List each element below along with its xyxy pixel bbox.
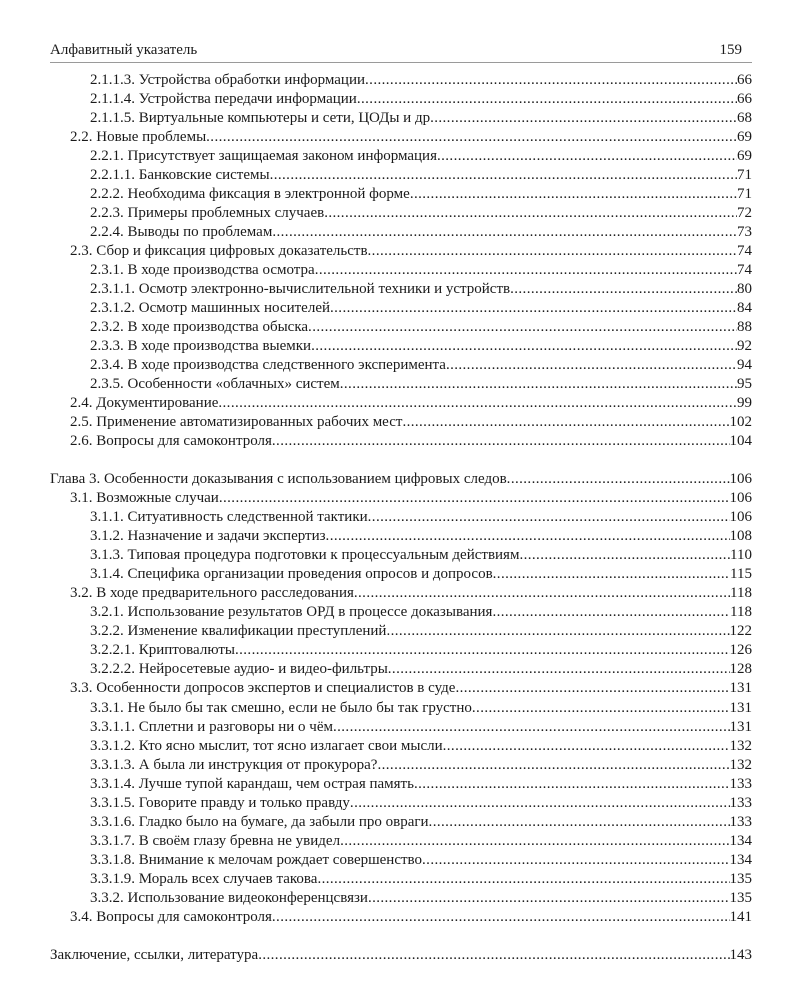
toc-entry-title: 2.3.3. В ходе производства выемки	[90, 338, 312, 355]
toc-entry	[50, 660, 752, 679]
toc-leader-dots	[368, 242, 737, 261]
toc-leader-dots	[437, 147, 737, 166]
toc-leader-dots	[455, 679, 729, 698]
toc-entry	[50, 565, 752, 584]
toc-leader-dots	[317, 870, 729, 889]
toc-entry-title: 2.2. Новые проблемы	[70, 129, 207, 146]
toc-entry	[50, 737, 752, 756]
toc-leader-dots	[493, 565, 730, 584]
toc-entry-page: 133	[729, 775, 752, 792]
toc-entry	[50, 622, 752, 641]
toc-entry-title: Глава 3. Особенности доказывания с использованием цифровых следов	[50, 471, 507, 488]
toc-entry-page: 118	[730, 604, 752, 621]
toc-entry	[50, 813, 752, 832]
toc-entry	[50, 641, 752, 660]
toc-entry-title: 3.2.2.2. Нейросетевые аудио- и видео-фильтры	[90, 661, 388, 678]
toc-leader-dots	[402, 413, 729, 432]
toc-entry	[50, 432, 752, 451]
toc-entry-page: 122	[729, 623, 752, 640]
toc-leader-dots	[472, 699, 730, 718]
toc-entry-page: 128	[729, 661, 752, 678]
toc-entry	[50, 299, 752, 318]
toc-entry-page: 66	[737, 72, 752, 88]
toc-entry-page: 134	[729, 851, 752, 868]
toc-entry-title: 3.1.3. Типовая процедура подготовки к процессуальным действиям	[90, 547, 520, 564]
toc-entry-title: 2.2.3. Примеры проблемных случаев	[90, 205, 325, 222]
toc-leader-dots	[340, 832, 729, 851]
toc-entry-title: 2.1.1.3. Устройства обработки информации	[90, 72, 366, 88]
toc-entry	[50, 699, 752, 718]
toc-entry	[50, 756, 752, 775]
toc-entry-page: 135	[729, 870, 752, 887]
toc-entry-title: 2.2.1. Присутствует защищаемая законом информация	[90, 148, 437, 165]
toc-entry-page: 69	[737, 129, 752, 146]
toc-entry-page: 102	[729, 414, 752, 431]
toc-leader-dots	[430, 109, 737, 128]
toc-entry-page: 126	[729, 642, 752, 659]
toc-leader-dots	[507, 470, 730, 489]
toc-leader-dots	[206, 128, 737, 147]
toc-entry	[50, 489, 752, 508]
toc-entry	[50, 794, 752, 813]
toc-leader-dots	[365, 71, 737, 90]
toc-entry	[50, 527, 752, 546]
toc-chapter-entry	[50, 946, 752, 965]
toc-entry-page: 106	[729, 509, 752, 526]
toc-entry	[50, 870, 752, 889]
toc-entry-page: 84	[737, 300, 752, 317]
toc-entry-title: 3.3.1.3. А была ли инструкция от прокурора?	[90, 756, 378, 773]
toc-entry-page: 92	[737, 338, 752, 355]
toc-entry	[50, 718, 752, 737]
toc-entry	[50, 603, 752, 622]
toc-entry-title: 2.2.4. Выводы по проблемам	[90, 224, 273, 241]
header-title: Алфавитный указатель	[50, 42, 198, 58]
toc-entry-title: 2.6. Вопросы для самоконтроля	[70, 433, 272, 450]
toc-entry-title: 3.2.1. Использование результатов ОРД в процессе доказывания	[90, 604, 493, 621]
running-header	[50, 40, 752, 63]
toc-leader-dots	[272, 908, 730, 927]
toc-entry	[50, 413, 752, 432]
toc-leader-dots	[492, 603, 730, 622]
toc-entry	[50, 584, 752, 603]
toc-entry	[50, 185, 752, 204]
toc-leader-dots	[272, 432, 730, 451]
toc-entry	[50, 851, 752, 870]
toc-entry-title: 2.2.1.1. Банковские системы	[90, 167, 270, 184]
toc-entry	[50, 90, 752, 109]
toc-entry-title: 3.1. Возможные случаи	[70, 490, 219, 507]
toc-entry-title: 2.5. Применение автоматизированных рабочих мест	[70, 414, 403, 431]
toc-entry	[50, 223, 752, 242]
toc-entry-title: 3.3. Особенности допросов экспертов и специалистов в суде	[70, 680, 456, 697]
toc-entry	[50, 318, 752, 337]
toc-entry-page: 131	[729, 718, 752, 735]
toc-entry-page: 68	[737, 110, 752, 127]
toc-leader-dots	[519, 546, 730, 565]
toc-chapter-entry	[50, 470, 752, 489]
toc-entry-page: 133	[729, 794, 752, 811]
toc-entry	[50, 204, 752, 223]
toc-leader-dots	[258, 946, 729, 965]
toc-entry-title: 3.3.1.9. Мораль всех случаев такова	[90, 870, 318, 887]
toc-leader-dots	[315, 261, 737, 280]
toc-leader-dots	[219, 489, 730, 508]
toc-entry-page: 143	[729, 946, 752, 963]
toc-entry	[50, 375, 752, 394]
toc-entry-title: 3.3.1. Не было бы так смешно, если не было бы так грустно	[90, 699, 472, 716]
toc-entry-page: 132	[729, 756, 752, 773]
toc-entry-page: 106	[729, 471, 752, 488]
toc-entry	[50, 508, 752, 527]
toc-entry-title: 3.3.1.1. Сплетни и разговоры ни о чём	[90, 718, 333, 735]
toc-entry-title: 2.3.2. В ходе производства обыска	[90, 319, 309, 336]
toc-entry	[50, 280, 752, 299]
toc-entry-page: 131	[729, 680, 752, 697]
toc-entry-title: 2.3.1.2. Осмотр машинных носителей	[90, 300, 330, 317]
section-gap	[50, 927, 752, 946]
toc-leader-dots	[330, 299, 737, 318]
toc-entry-page: 133	[729, 813, 752, 830]
toc-leader-dots	[326, 527, 730, 546]
toc-leader-dots	[414, 775, 730, 794]
toc-entry-page: 118	[730, 585, 752, 602]
toc-entry	[50, 337, 752, 356]
toc-entry	[50, 242, 752, 261]
toc-entry-page: 74	[737, 243, 752, 260]
toc-entry-page: 94	[737, 357, 752, 374]
toc-leader-dots	[386, 622, 729, 641]
toc-entry-page: 73	[737, 224, 752, 241]
toc-leader-dots	[218, 394, 737, 413]
toc-entry-title: 3.3.1.5. Говорите правду и только правду	[90, 794, 350, 811]
toc-leader-dots	[272, 223, 737, 242]
toc-entry	[50, 166, 752, 185]
toc-entry-title: 3.3.1.8. Внимание к мелочам рождает совершенство	[90, 851, 423, 868]
toc-entry-page: 71	[737, 167, 752, 184]
toc-entry-title: 2.3. Сбор и фиксация цифровых доказательств	[70, 243, 368, 260]
toc-leader-dots	[410, 185, 737, 204]
toc-entry	[50, 147, 752, 166]
toc-entry-title: 2.4. Документирование	[70, 395, 219, 412]
toc-entry	[50, 261, 752, 280]
toc-entry-page: 88	[737, 319, 752, 336]
toc-entry-title: 2.3.1.1. Осмотр электронно-вычислительной техники и устройств	[90, 281, 511, 298]
toc-entry	[50, 889, 752, 908]
toc-leader-dots	[324, 204, 737, 223]
toc-leader-dots	[340, 375, 737, 394]
toc-entry-page: 131	[729, 699, 752, 716]
toc-entry-page: 108	[729, 528, 752, 545]
toc-leader-dots	[235, 641, 730, 660]
table-of-contents	[50, 71, 752, 965]
header-page-number: 159	[719, 42, 742, 58]
toc-entry-title: 3.2.2.1. Криптовалюты	[90, 642, 235, 659]
toc-entry	[50, 832, 752, 851]
toc-leader-dots	[443, 737, 730, 756]
toc-entry-title: 3.1.1. Ситуативность следственной тактики	[90, 509, 368, 526]
section-gap	[50, 451, 752, 470]
toc-leader-dots	[357, 90, 737, 109]
toc-entry-page: 110	[730, 547, 752, 564]
toc-entry-title: 3.1.4. Специфика организации проведения опросов и допросов	[90, 566, 493, 583]
toc-entry-title: 3.3.1.6. Гладко было на бумаге, да забыли про овраги	[90, 813, 429, 830]
toc-entry-title: 3.3.1.4. Лучше тупой карандаш, чем острая память	[90, 775, 414, 792]
toc-entry-title: 3.4. Вопросы для самоконтроля	[70, 908, 272, 925]
toc-leader-dots	[354, 584, 730, 603]
toc-entry-title: Заключение, ссылки, литература	[50, 946, 259, 963]
toc-entry	[50, 356, 752, 375]
toc-entry-title: 3.2.2. Изменение квалификации преступлений	[90, 623, 387, 640]
toc-leader-dots	[333, 718, 730, 737]
toc-leader-dots	[350, 794, 730, 813]
toc-entry-page: 66	[737, 91, 752, 108]
toc-entry-title: 2.3.1. В ходе производства осмотра	[90, 262, 315, 279]
toc-entry-page: 115	[730, 566, 752, 583]
toc-leader-dots	[510, 280, 737, 299]
toc-entry-page: 132	[729, 737, 752, 754]
toc-entry-title: 2.1.1.5. Виртуальные компьютеры и сети, ЦОДы и др	[90, 110, 431, 127]
toc-entry-title: 2.3.4. В ходе производства следственного эксперимента	[90, 357, 446, 374]
toc-entry-page: 74	[737, 262, 752, 279]
toc-entry-page: 72	[737, 205, 752, 222]
toc-leader-dots	[388, 660, 730, 679]
toc-entry-page: 80	[737, 281, 752, 298]
toc-entry-title: 3.3.2. Использование видеоконференцсвязи	[90, 889, 368, 906]
toc-entry-title: 2.1.1.4. Устройства передачи информации	[90, 91, 357, 108]
toc-leader-dots	[429, 813, 730, 832]
toc-entry-page: 104	[729, 433, 752, 450]
toc-leader-dots	[368, 889, 730, 908]
toc-entry-page: 106	[729, 490, 752, 507]
toc-entry	[50, 775, 752, 794]
toc-entry-page: 99	[737, 395, 752, 412]
toc-entry	[50, 679, 752, 698]
toc-entry-page: 69	[737, 148, 752, 165]
toc-entry	[50, 128, 752, 147]
toc-entry-page: 134	[729, 832, 752, 849]
toc-leader-dots	[422, 851, 729, 870]
toc-leader-dots	[308, 318, 737, 337]
toc-entry-title: 3.1.2. Назначение и задачи экспертиз	[90, 528, 326, 545]
toc-entry-title: 3.2. В ходе предварительного расследования	[70, 585, 354, 602]
toc-entry-title: 2.2.2. Необходима фиксация в электронной форме	[90, 186, 410, 203]
toc-entry-title: 3.3.1.2. Кто ясно мыслит, тот ясно излагает свои мысли	[90, 737, 443, 754]
toc-leader-dots	[270, 166, 737, 185]
toc-leader-dots	[377, 756, 729, 775]
toc-entry-page: 95	[737, 376, 752, 393]
toc-entry	[50, 394, 752, 413]
toc-leader-dots	[311, 337, 737, 356]
toc-entry	[50, 109, 752, 128]
toc-entry	[50, 908, 752, 927]
toc-leader-dots	[368, 508, 730, 527]
toc-entry-title: 2.3.5. Особенности «облачных» систем	[90, 376, 340, 393]
toc-entry-page: 135	[729, 889, 752, 906]
toc-leader-dots	[446, 356, 737, 375]
toc-entry-page: 71	[737, 186, 752, 203]
toc-entry	[50, 546, 752, 565]
toc-entry-page: 141	[729, 908, 752, 925]
toc-entry	[50, 71, 752, 90]
toc-entry-title: 3.3.1.7. В своём глазу бревна не увидел	[90, 832, 341, 849]
